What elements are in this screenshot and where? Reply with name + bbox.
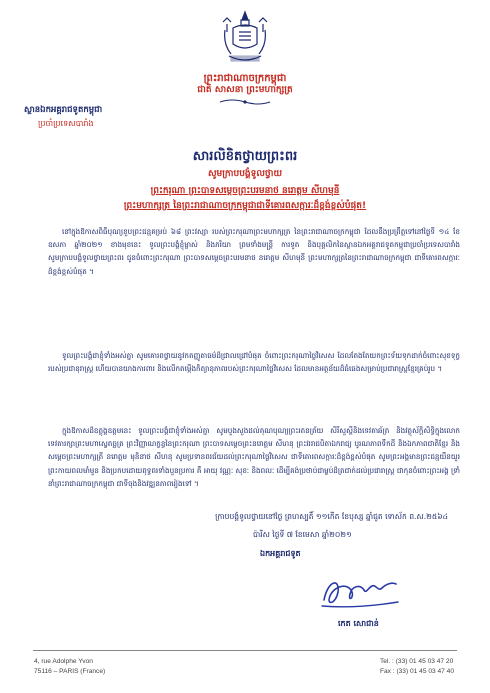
addressee-line-2: ព្រះមហាក្សត្រ នៃព្រះរាជាណាចក្រកម្ពុជាជាទីគោរពសក្ការៈដ៏ខ្ពង់ខ្ពស់បំផុត! [123,201,367,211]
ornament-divider-icon [218,98,272,106]
royal-crest-emblem [219,10,271,66]
letter-paragraph-3 [48,424,460,490]
address-line-2: 75116 – PARIS (France) [34,668,106,675]
embassy-location: ប្រចាំប្រទេសបារាំង [38,119,94,128]
letter-title: សារលិខិតថ្វាយព្រះពរ [192,149,298,164]
footer-contact [380,657,454,677]
closing-date: ក្រាបបង្គំទូលថ្វាយនៅថ្ងៃ ព្រហស្បតិ៍ ១១កើត ខែបុស្ស ឆ្នាំជូត ទោស័ក ព.ស.២៥៦៤ [215,512,448,521]
paragraph-text: នៅក្នុងឱកាសពិធីបុណ្យខួបព្រះជន្មគម្រប់ ៦៨ ព្រះវស្សា របស់ព្រះករុណាព្រះមហាក្សត្រ នៃព្រះរាជាណាចក្រកម្ពុជា ដែលនឹងប្រព្រឹត្តទៅនៅថ្ងៃទី ១៤ ខែឧសភា ឆ្នាំ២០២១ ខាងមុខនេះ ទូលព្រះបង្គំខ្ញុំម្ចាស់ និងភរិយា ព្រមទាំងមន្ត្រី ការទូត និងបុគ្គលិកនៃស្ថានឯកអគ្គរាជទូតកម្ពុជាប្រចាំប្រទេសបារាំង សូមក្រាបបង្គំទូលថ្វាយព្រះពរ ជូនចំពោះព្រះករុណា ព្រះបាទសម្តេចព្រះបរមនាថ នរោត្តម សីហមុនី ព្រះមហាក្សត្រនៃព្រះរាជាណាចក្រកម្ពុជា ជាទីគោរពសក្ការៈដ៏ខ្ពង់ខ្ពស់បំផុត ។ [48,227,460,276]
letter-paragraph-1 [48,225,460,278]
embassy-name: ស្ថានឯកអគ្គរាជទូតកម្ពុជា [24,105,103,115]
telephone: Tel. : (33) 01 45 03 47 20 [379,658,454,665]
place-and-date: ប៉ារីស ថ្ងៃទី ៧ ខែមេសា ឆ្នាំ២០២១ [253,530,352,539]
signer-name: កេត សោជាន់ [338,619,379,628]
kingdom-name: ព្រះរាជាណាចក្រកម្ពុជា [203,73,287,84]
handwritten-signature [318,570,402,614]
paragraph-text: ទូលព្រះបង្គំជាខ្ញុំទាំងអស់គ្នា សូមគោរពថ្វាយនូវកតញ្ញូតាធម៌ដ៏ជ្រាលជ្រៅបំផុត ចំពោះព្រះករុណាថ្លៃវិសេស ដែលតែងតែយកព្រះទ័យទុកដាក់ចំពោះសុខទុក្ខរបស់ប្រជានុរាស្ត្រ ហើយបានយាងការពារ និងលើកតម្កើងកិត្យានុភាពរបស់ព្រះករុណាថ្លៃវិសេស ដែលមានអត្ថន័យដ៏ធំធេងសម្រាប់ប្រជារាស្ត្រខ្មែរគ្រប់រូប ។ [48,351,460,374]
addressee-line-1: ព្រះករុណា ព្រះបាទសម្តេចព្រះបរមនាថ នរោត្តម សីហមុនី [150,186,340,196]
paragraph-text: ក្នុងឱកាសដ៏ឧត្តុង្គឧត្តមនេះ ទូលព្រះបង្គំជាខ្ញុំទាំងអស់គ្នា សូមបួងសួងដល់គុណបុណ្យព្រះរតនត្រ័យ សិរីសួស្តីនិងទេវតាឆ័ត្រ និងវត្ថុស័ក្តិសិទ្ធិក្នុងលោក ទេវតារក្សាព្រះមហាស្វេតច្ឆត្រ ព្រះវិញ្ញាណក្ខន្ធនៃព្រះករុណា ព្រះបាទសម្តេចព្រះនរោត្តម សីហនុ ព្រះវររាជបិតាឯករាជ្យ បូរណភាពទឹកដី និងឯកភាពជាតិខ្មែរ និងសម្តេចព្រះមហាក្សត្រី នរោត្តម មុនិនាថ សីហនុ សូមប្រទានពរជ័យដល់ព្រះករុណាថ្លៃវិសេស ជាទីគោរពសក្ការៈដ៏ខ្ពង់ខ្ពស់បំផុត សូមព្រះអង្គមានព្រះជន្មយឺនយូរ ព្រះកាយពលមាំមួន និងប្រកបដោយពុទ្ធពរទាំងបួនប្រការ គឺ អាយុ វណ្ណៈ សុខៈ និងពលៈ ដើម្បីគង់ប្រថាប់ជាម្លប់ដ៏ត្រជាក់ដល់ប្រជារាស្ត្រ ជាកុនចំពោះព្រះអង្គ ទ្រាំនាំព្រះរាជាណាចក្រកម្ពុជា ជាទីចុងនិងវឌ្ឍនភាពរៀងទៅ ។ [48,426,460,488]
footer-address [34,657,105,677]
letter-paragraph-2 [48,349,460,375]
national-motto: ជាតិ សាសនា ព្រះមហាក្សត្រ [197,85,293,95]
footer-divider [33,650,457,651]
signer-title: ឯកអគ្គរាជទូត [260,549,301,558]
letter-subtitle: សូមក្រាបបង្គំទូលថ្វាយ [207,169,283,179]
address-line-1: 4, rue Adolphe Yvon [34,658,93,665]
fax: Fax : (33) 01 45 03 47 40 [379,668,454,675]
